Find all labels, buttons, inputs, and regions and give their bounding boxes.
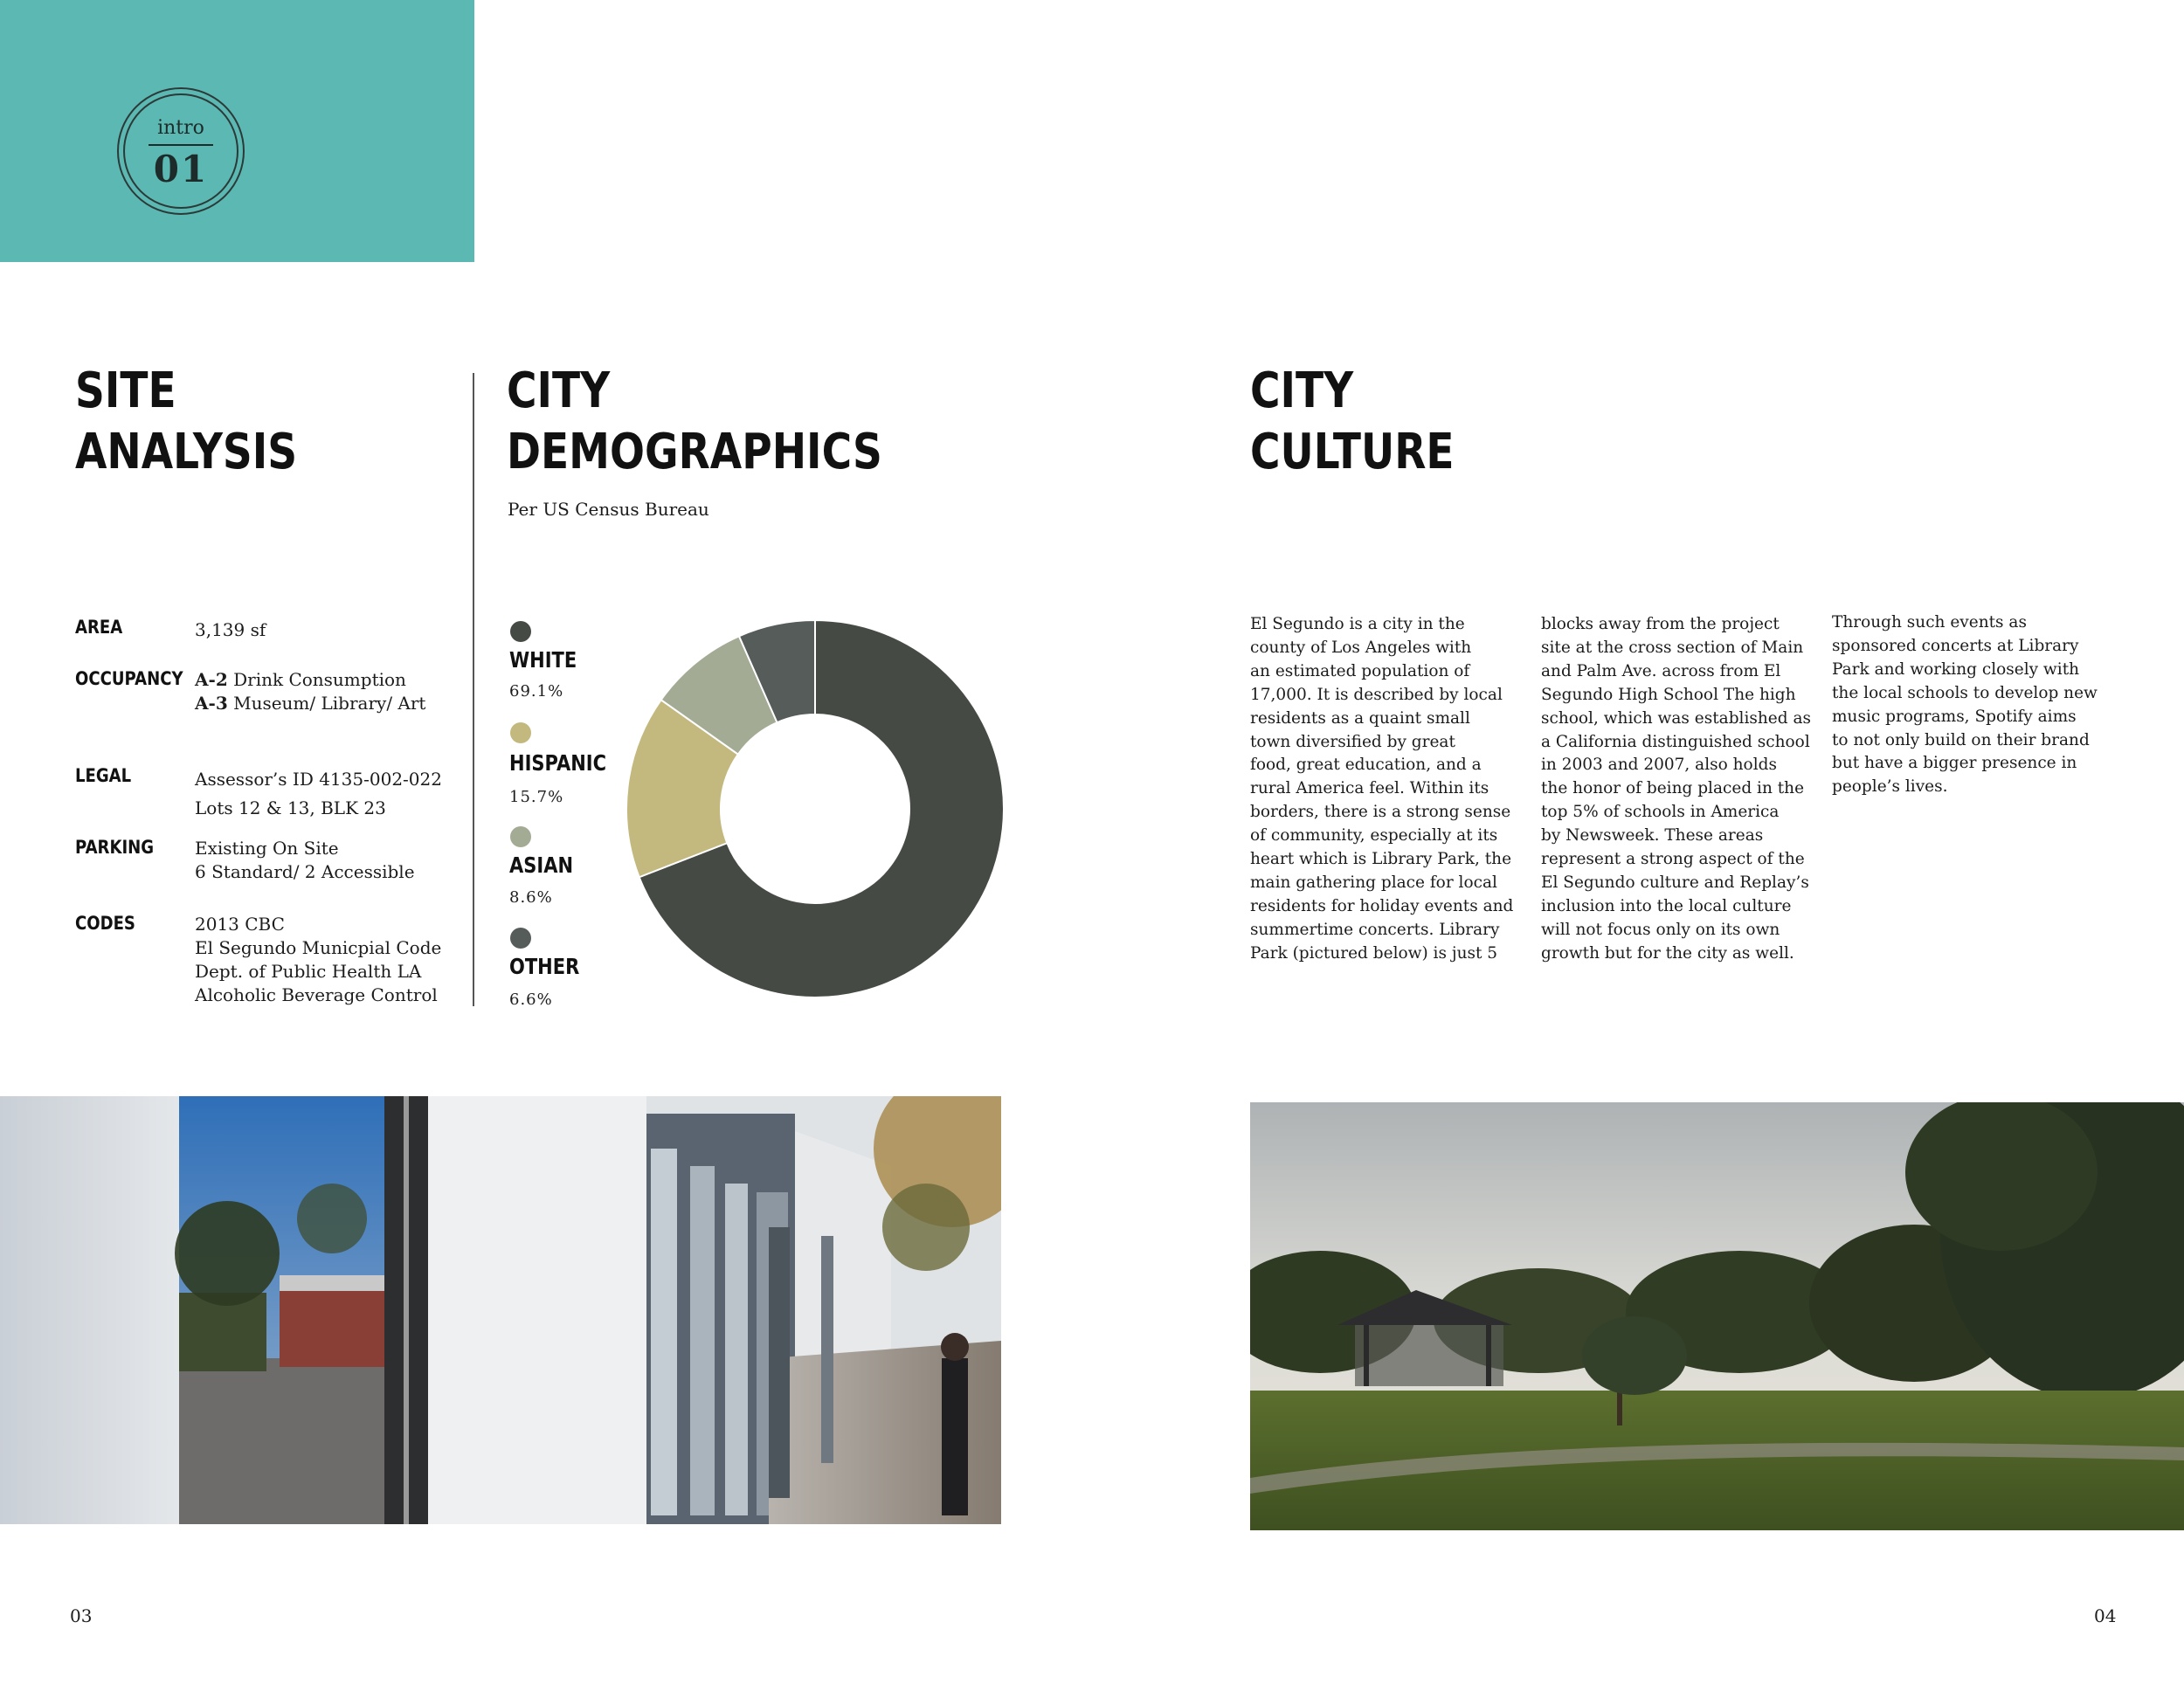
culture-text-line: school, which was established as bbox=[1541, 708, 1811, 728]
site-label-occupancy: OCCUPANCY bbox=[75, 668, 183, 689]
culture-text-line: Park (pictured below) is just 5 bbox=[1250, 943, 1498, 963]
legend-label-asian: ASIAN bbox=[509, 852, 574, 878]
site-value-area: 3,139 sf bbox=[195, 619, 266, 640]
culture-text-line: top 5% of schools in America bbox=[1541, 803, 1780, 822]
culture-text-line: inclusion into the local culture bbox=[1541, 896, 1792, 915]
legend-dot-other bbox=[510, 928, 531, 949]
culture-text-line: the honor of being placed in the bbox=[1541, 779, 1805, 798]
demographics-heading bbox=[507, 361, 882, 483]
culture-text-line: heart which is Library Park, the bbox=[1250, 850, 1512, 869]
site-analysis-heading-line2: ANALYSIS bbox=[75, 424, 298, 480]
culture-text-line: music programs, Spotify aims bbox=[1832, 707, 2077, 726]
site-label-legal: LEGAL bbox=[75, 765, 132, 786]
culture-text-line: by Newsweek. These areas bbox=[1541, 826, 1764, 846]
legend-label-other: OTHER bbox=[509, 954, 580, 979]
page-number-left: 03 bbox=[70, 1605, 93, 1626]
site-analysis-heading bbox=[75, 361, 297, 483]
culture-text-line: El Segundo is a city in the bbox=[1250, 615, 1465, 633]
legend-label-hispanic: HISPANIC bbox=[509, 750, 607, 776]
culture-text-column-3 bbox=[1832, 611, 2111, 799]
culture-text-line: blocks away from the project bbox=[1541, 615, 1780, 633]
site-label-codes: CODES bbox=[75, 913, 135, 934]
culture-text-line: will not focus only on its own bbox=[1541, 920, 1780, 939]
culture-text-line: Through such events as bbox=[1832, 613, 2027, 632]
culture-text-line: food, great education, and a bbox=[1250, 756, 1482, 775]
culture-text-line: borders, there is a strong sense bbox=[1250, 803, 1511, 822]
intro-label: intro bbox=[157, 117, 204, 139]
culture-text-line: a California distinguished school bbox=[1541, 732, 1810, 751]
column-divider bbox=[473, 373, 474, 1006]
intro-banner bbox=[0, 0, 474, 262]
culture-text-line: people’s lives. bbox=[1832, 777, 1948, 797]
culture-text-line: site at the cross section of Main bbox=[1541, 638, 1804, 657]
culture-text-line: growth but for the city as well. bbox=[1541, 943, 1794, 963]
demographics-donut-chart bbox=[625, 619, 1005, 998]
site-value-occupancy: A-2 Drink Consumption A-3 Museum/ Library/ Art bbox=[195, 669, 426, 714]
culture-text-column-2 bbox=[1541, 613, 1821, 966]
legend-value-asian: 8.6% bbox=[509, 888, 553, 907]
intro-divider bbox=[149, 144, 213, 146]
legend-value-white: 69.1% bbox=[509, 682, 564, 701]
site-label-parking: PARKING bbox=[75, 837, 155, 858]
legend-dot-white bbox=[510, 621, 531, 642]
site-label-area: AREA bbox=[75, 617, 123, 638]
culture-text-line: residents as a quaint small bbox=[1250, 708, 1470, 728]
culture-text-line: but have a bigger presence in bbox=[1832, 754, 2077, 773]
legend-label-white: WHITE bbox=[509, 647, 577, 673]
site-value-parking: Existing On Site 6 Standard/ 2 Accessible bbox=[195, 838, 415, 882]
culture-text-line: county of Los Angeles with bbox=[1250, 638, 1472, 657]
legend-value-other: 6.6% bbox=[509, 990, 553, 1009]
culture-text-line: and Palm Ave. across from El bbox=[1541, 661, 1781, 680]
culture-text-line: residents for holiday events and bbox=[1250, 896, 1514, 915]
demographics-heading-line1: CITY bbox=[507, 362, 611, 419]
culture-text-line: Park and working closely with bbox=[1832, 659, 2080, 679]
culture-text-line: 17,000. It is described by local bbox=[1250, 685, 1503, 704]
intro-badge bbox=[117, 87, 245, 215]
culture-text-line: main gathering place for local bbox=[1250, 873, 1497, 892]
culture-text-line: in 2003 and 2007, also holds bbox=[1541, 756, 1777, 775]
culture-heading-line2: CULTURE bbox=[1250, 424, 1455, 480]
page-number-right: 04 bbox=[2094, 1605, 2117, 1626]
culture-text-line: an estimated population of bbox=[1250, 661, 1470, 680]
library-park-photo bbox=[1250, 1102, 2184, 1530]
demographics-source: Per US Census Bureau bbox=[508, 499, 709, 520]
culture-text-line: rural America feel. Within its bbox=[1250, 779, 1489, 798]
culture-text-line: Segundo High School The high bbox=[1541, 685, 1796, 704]
culture-text-line: sponsored concerts at Library bbox=[1832, 636, 2079, 655]
intro-number: 01 bbox=[153, 148, 209, 190]
culture-text-line: the local schools to develop new bbox=[1832, 683, 2098, 702]
culture-text-line: represent a strong aspect of the bbox=[1541, 850, 1805, 869]
site-analysis-heading-line1: SITE bbox=[75, 362, 176, 419]
culture-heading-line1: CITY bbox=[1250, 362, 1354, 419]
culture-text-line: to not only build on their brand bbox=[1832, 730, 2090, 749]
culture-heading bbox=[1250, 361, 1455, 483]
culture-text-column-1 bbox=[1250, 613, 1530, 966]
site-value-legal: Assessor’s ID 4135-002-022 Lots 12 & 13, BLK 23 bbox=[195, 769, 442, 818]
demographics-heading-line2: DEMOGRAPHICS bbox=[507, 424, 882, 480]
culture-text-line: of community, especially at its bbox=[1250, 826, 1498, 846]
legend-dot-asian bbox=[510, 826, 531, 847]
building-photo bbox=[0, 1096, 1001, 1524]
site-value-codes: 2013 CBC El Segundo Municpial Code Dept. of Public Health LA Alcoholic Beverage Control bbox=[195, 914, 442, 1005]
culture-text-line: town diversified by great bbox=[1250, 732, 1455, 751]
legend-value-hispanic: 15.7% bbox=[509, 788, 564, 806]
culture-text-line: El Segundo culture and Replay’s bbox=[1541, 873, 1809, 892]
culture-text-line: summertime concerts. Library bbox=[1250, 920, 1500, 939]
legend-dot-hispanic bbox=[510, 722, 531, 743]
